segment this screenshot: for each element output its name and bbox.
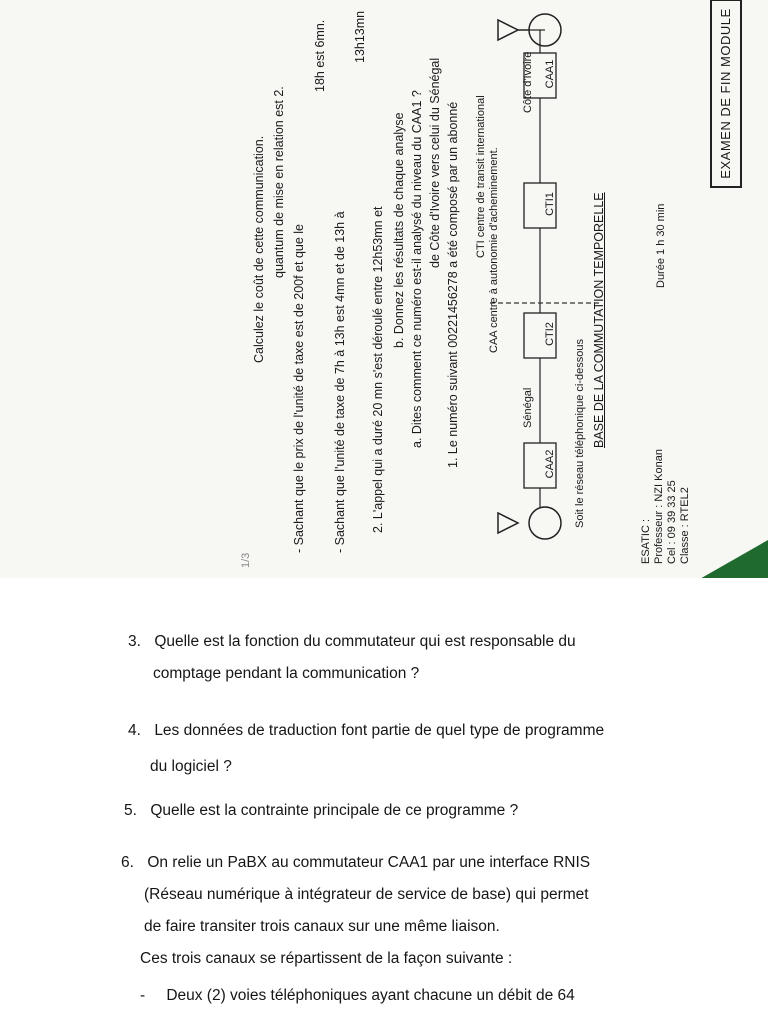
q2-line2: 13h13mn (353, 10, 367, 63)
green-corner-decoration (698, 540, 768, 578)
phone-right-icon (498, 507, 561, 539)
question-3-line1: Quelle est la fonction du commutateur qui est responsable du (154, 633, 576, 650)
region-senegal: Sénégal (522, 387, 534, 428)
class-name: Classe : RTEL2 (679, 487, 691, 564)
question-6-line4: Ces trois canaux se répartissent de la façon suivante : (140, 950, 513, 967)
question-4-line1: Les données de traduction font partie de quel type de programme (154, 722, 605, 739)
q2-bullet2-line1: - Sachant que le prix de l'unité de taxe est de 200f et que le (292, 224, 306, 553)
page-number: 1/3 (240, 552, 252, 568)
question-5-number: 5. (124, 802, 137, 819)
q1-a: a. Dites comment ce numéro est-il analysé du niveau du CAA1 ? (410, 90, 424, 448)
question-6-line2: (Réseau numérique à intégrateur de service de base) qui permet (144, 886, 589, 903)
node-cti2-label: CTI2 (544, 322, 556, 346)
question-6-line3: de faire transiter trois canaux sur une même liaison. (144, 918, 500, 935)
q2-line1: 2. L'appel qui a duré 20 mn s'est déroulé entre 12h53mn et (371, 206, 385, 533)
legend-cti: CTI centre de transit international (475, 95, 487, 258)
question-3 (128, 632, 576, 652)
node-caa2-label: CAA2 (544, 449, 556, 479)
bullet-text: Deux (2) voies téléphoniques ayant chacune un débit de 64 (166, 987, 575, 1004)
question-5 (124, 801, 518, 821)
question-6-number: 6. (121, 854, 134, 871)
question-5-line1: Quelle est la contrainte principale de ce programme ? (150, 802, 519, 819)
question-3-line2: comptage pendant la communication ? (153, 665, 420, 682)
school-name: ESATIC : (640, 518, 652, 564)
q1-line2: de Côte d'Ivoire vers celui du Sénégal (428, 57, 442, 268)
exam-duration: Durée 1 h 30 min (655, 203, 667, 288)
node-cti1-label: CTI1 (544, 192, 556, 216)
q2-bullet1-line2: 18h est 6mn. (313, 19, 327, 92)
region-cote-divoire: Côte d'Ivoire (522, 51, 534, 113)
q2-bullet1-line1: - Sachant que l'unité de taxe de 7h à 13h est 4mn et de 13h à (333, 211, 347, 553)
question-6 (121, 853, 590, 873)
legend-caa: CAA centre à autonomie d'acheminement. (488, 147, 500, 353)
exam-title: EXAMEN DE FIN MODULE (718, 8, 733, 179)
q2-conclusion: Calculez le coût de cette communication. (252, 135, 266, 363)
bullet-dash: - (140, 987, 146, 1004)
professor-name: Professeur : NZI Konan (653, 449, 665, 564)
question-3-number: 3. (128, 633, 141, 650)
question-4-number: 4. (128, 722, 141, 739)
q1-b: b. Donnez les résultats de chaque analyse (392, 112, 406, 348)
professor-phone: Cel : 09 39 33 25 (666, 480, 678, 564)
network-intro: Soit le réseau téléphonique ci-dessous (574, 339, 586, 528)
exam-title-box (710, 0, 742, 188)
course-title: BASE DE LA COMMUTATION TEMPORELLE (592, 192, 606, 448)
question-4 (128, 721, 604, 741)
q1-line1: 1. Le numéro suivant 00221456278 a été composé par un abonné (446, 101, 460, 468)
bullet-two-voice-channels (140, 986, 575, 1006)
exam-page-2 (0, 578, 768, 1024)
node-caa1-label: CAA1 (544, 59, 556, 89)
q2-bullet2-line2: quantum de mise en relation est 2. (272, 86, 286, 278)
question-6-line1: On relie un PaBX au commutateur CAA1 par une interface RNIS (147, 854, 591, 871)
question-4-line2: du logiciel ? (150, 758, 232, 775)
